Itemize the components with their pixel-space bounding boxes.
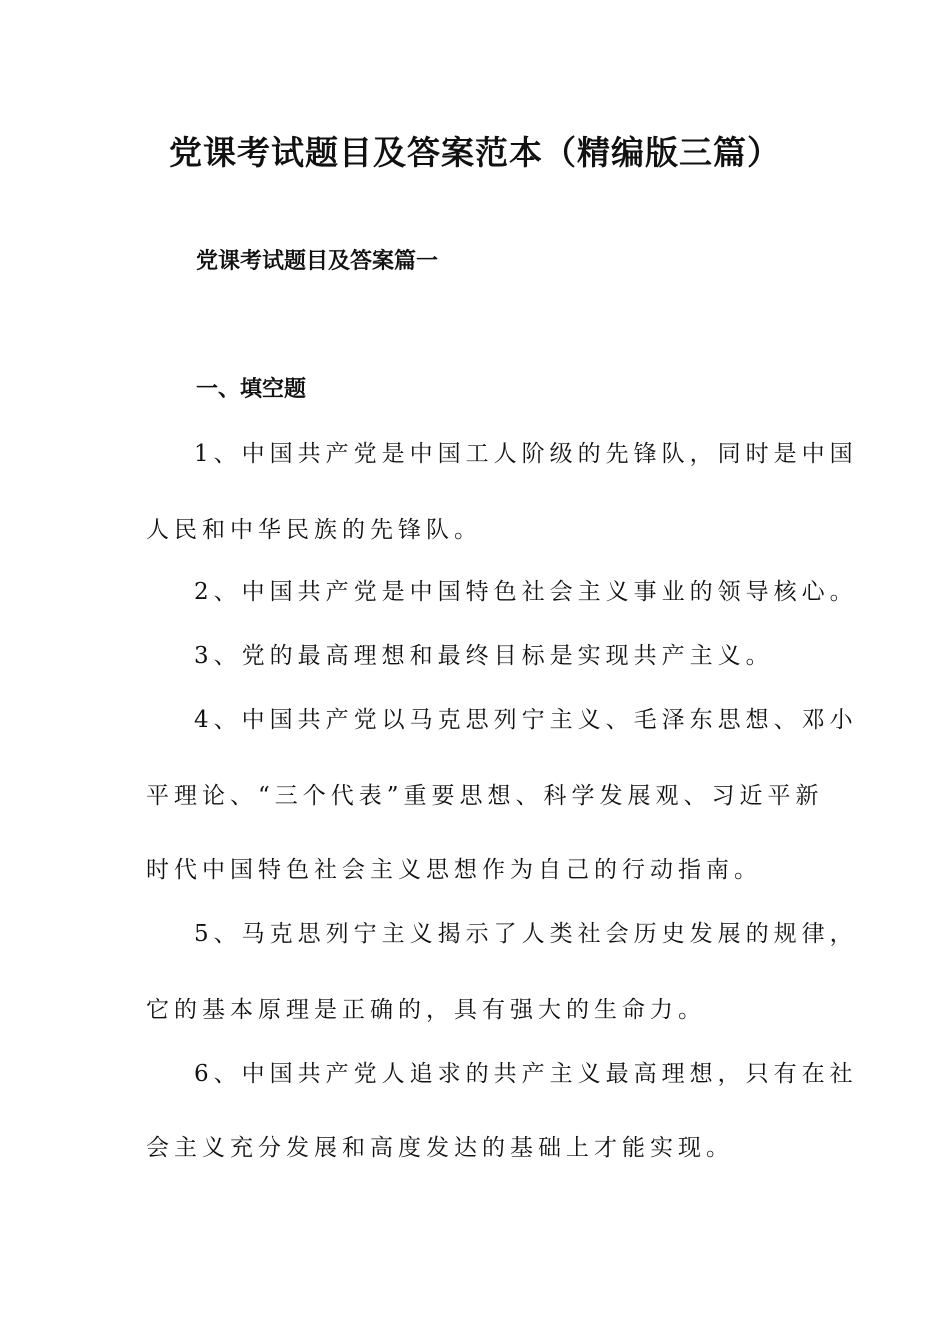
question-line: 时代中国特色社会主义思想作为自己的行动指南。 [146,857,762,883]
question-line: 平理论、“三个代表”重要思想、科学发展观、习近平新 [146,783,824,809]
question-line: 2、中国共产党是中国特色社会主义事业的领导核心。 [194,579,858,605]
question-line: 6、中国共产党人追求的共产主义最高理想，只有在社 [194,1061,858,1087]
question-line: 3、党的最高理想和最终目标是实现共产主义。 [194,643,774,669]
question-line: 4、中国共产党以马克思列宁主义、毛泽东思想、邓小 [194,707,858,733]
document-title: 党课考试题目及答案范本（精编版三篇） [169,133,781,172]
question-line: 它的基本原理是正确的，具有强大的生命力。 [146,997,706,1023]
question-line: 会主义充分发展和高度发达的基础上才能实现。 [146,1135,734,1161]
question-line: 人民和中华民族的先锋队。 [146,517,482,543]
question-line: 1、中国共产党是中国工人阶级的先锋队，同时是中国 [194,441,858,467]
question-line: 5、马克思列宁主义揭示了人类社会历史发展的规律， [194,921,858,947]
section-heading: 党课考试题目及答案篇一 [196,249,439,274]
subsection-heading: 一、填空题 [196,377,307,402]
